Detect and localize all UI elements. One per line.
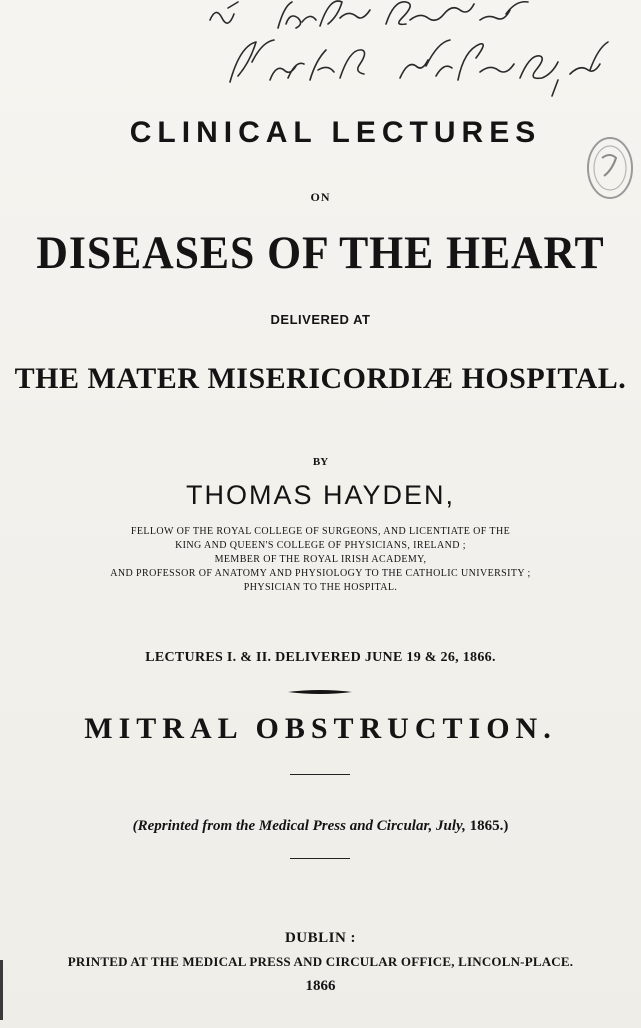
page-edge-mark [0, 960, 3, 1020]
handwritten-inscription [190, 0, 630, 100]
reprint-note-text: (Reprinted from the Medical Press and Circular, July, [132, 818, 466, 834]
author-credential-3: MEMBER OF THE ROYAL IRISH ACADEMY, [214, 554, 427, 565]
author-credential-1: FELLOW OF THE ROYAL COLLEGE OF SURGEONS, AND LICENTIATE OF THE [130, 526, 511, 537]
author-credential-4: AND PROFESSOR OF ANATOMY AND PHYSIOLOGY TO THE CATHOLIC UNIVERSITY ; [110, 568, 531, 579]
title-line-diseases-of-the-heart: DISEASES OF THE HEART [36, 227, 605, 279]
divider-rule-lower [290, 858, 350, 859]
divider-rule-upper [290, 774, 350, 775]
author-name: THOMAS HAYDEN, [185, 480, 456, 510]
reprint-note [0, 818, 641, 835]
title-line-on: ON [310, 190, 331, 204]
ornamental-rule [288, 689, 352, 695]
author-by: BY [312, 456, 329, 468]
title-line-clinical-lectures: CLINICAL LECTURES [129, 116, 542, 149]
imprint-city: DUBLIN : [284, 930, 357, 946]
title-line-delivered-at: DELIVERED AT [270, 312, 371, 327]
author-credential-5: PHYSICIAN TO THE HOSPITAL. [243, 582, 398, 593]
imprint-date: 1866 [305, 978, 336, 994]
author-credential-2: KING AND QUEEN'S COLLEGE OF PHYSICIANS, IRELAND ; [175, 540, 466, 551]
imprint-printer: PRINTED AT THE MEDICAL PRESS AND CIRCULAR OFFICE, LINCOLN-PLACE. [67, 954, 574, 969]
title-line-hospital: THE MATER MISERICORDIÆ HOSPITAL. [14, 362, 627, 395]
reprint-note-year: 1865.) [469, 818, 509, 834]
lectures-subject: MITRAL OBSTRUCTION. [84, 712, 557, 745]
lectures-delivery-line: LECTURES I. & II. DELIVERED JUNE 19 & 26, 1866. [145, 650, 496, 665]
